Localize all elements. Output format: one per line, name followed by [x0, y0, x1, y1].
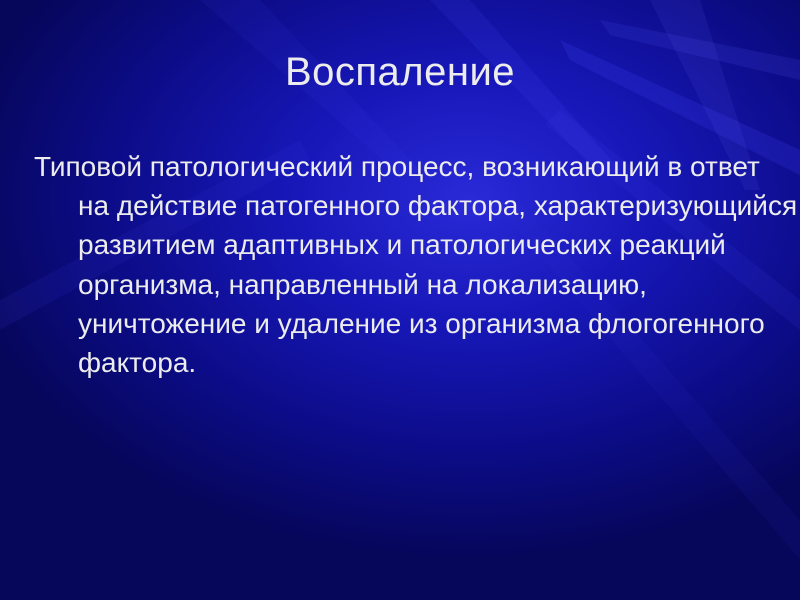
- slide-title: Воспаление: [284, 50, 516, 94]
- slide-body-text: Типовой патологический процесс, возникающий в ответ на действие патогенного фактора, характеризующийся развитием адаптивных и патологических реакций организма, направленный на локализацию, уничтожение и удаление из организма флогогенного фактора.: [34, 151, 798, 379]
